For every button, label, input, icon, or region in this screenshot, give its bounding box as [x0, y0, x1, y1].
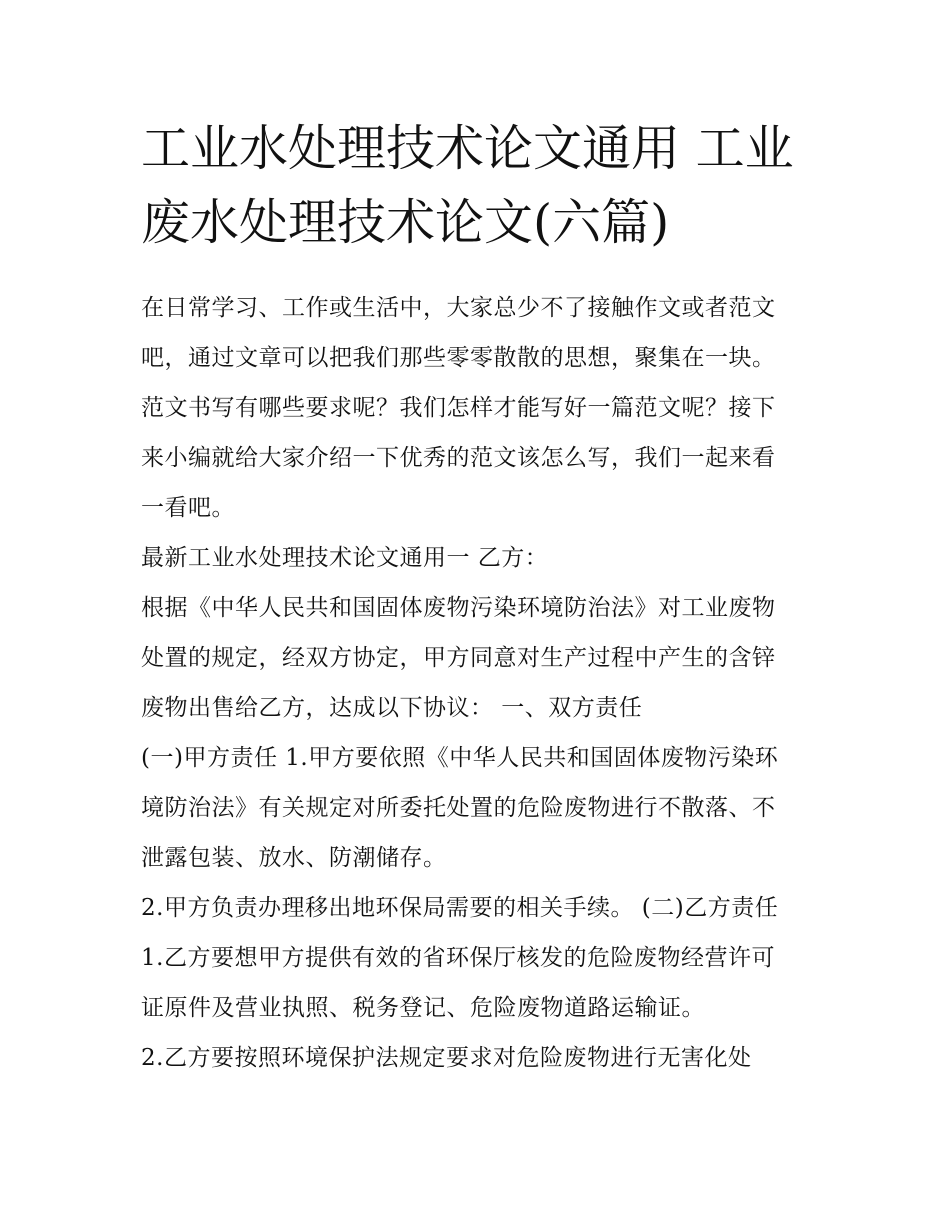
body-line: 2.乙方要按照环境保护法规定要求对危险废物进行无害化处	[141, 1045, 752, 1071]
title-line: 工业水处理技术论文通用 工业	[141, 120, 794, 177]
body-line: 一看吧。	[141, 495, 235, 521]
body-line: 吧，通过文章可以把我们那些零零散散的思想，聚集在一块。	[141, 345, 776, 371]
body-line: 境防治法》有关规定对所委托处置的危险废物进行不散落、不	[141, 795, 776, 821]
body-line: 1.乙方要想甲方提供有效的省环保厅核发的危险废物经营许可	[141, 945, 775, 971]
body-line: 来小编就给大家介绍一下优秀的范文该怎么写，我们一起来看	[141, 445, 776, 471]
body-line: 范文书写有哪些要求呢？我们怎样才能写好一篇范文呢？接下	[141, 395, 776, 421]
document-title	[141, 112, 821, 260]
body-line: 废物出售给乙方，达成以下协议： 一、双方责任	[141, 695, 643, 721]
section-heading-line: 最新工业水处理技术论文通用一 乙方：	[141, 545, 549, 571]
document-body	[141, 283, 821, 1083]
body-line: 根据《中华人民共和国固体废物污染环境防治法》对工业废物	[141, 595, 776, 621]
body-line: 处置的规定，经双方协定，甲方同意对生产过程中产生的含锌	[141, 645, 776, 671]
body-line: 泄露包装、放水、防潮储存。	[141, 845, 447, 871]
body-line: (一)甲方责任 1.甲方要依照《中华人民共和国固体废物污染环	[141, 745, 779, 771]
body-line: 2.甲方负责办理移出地环保局需要的相关手续。 (二)乙方责任	[141, 895, 779, 921]
body-line: 在日常学习、工作或生活中，大家总少不了接触作文或者范文	[141, 295, 776, 321]
body-line: 证原件及营业执照、税务登记、危险废物道路运输证。	[141, 995, 705, 1021]
title-line: 废水处理技术论文(六篇)	[141, 194, 670, 251]
document-content	[141, 112, 821, 1083]
